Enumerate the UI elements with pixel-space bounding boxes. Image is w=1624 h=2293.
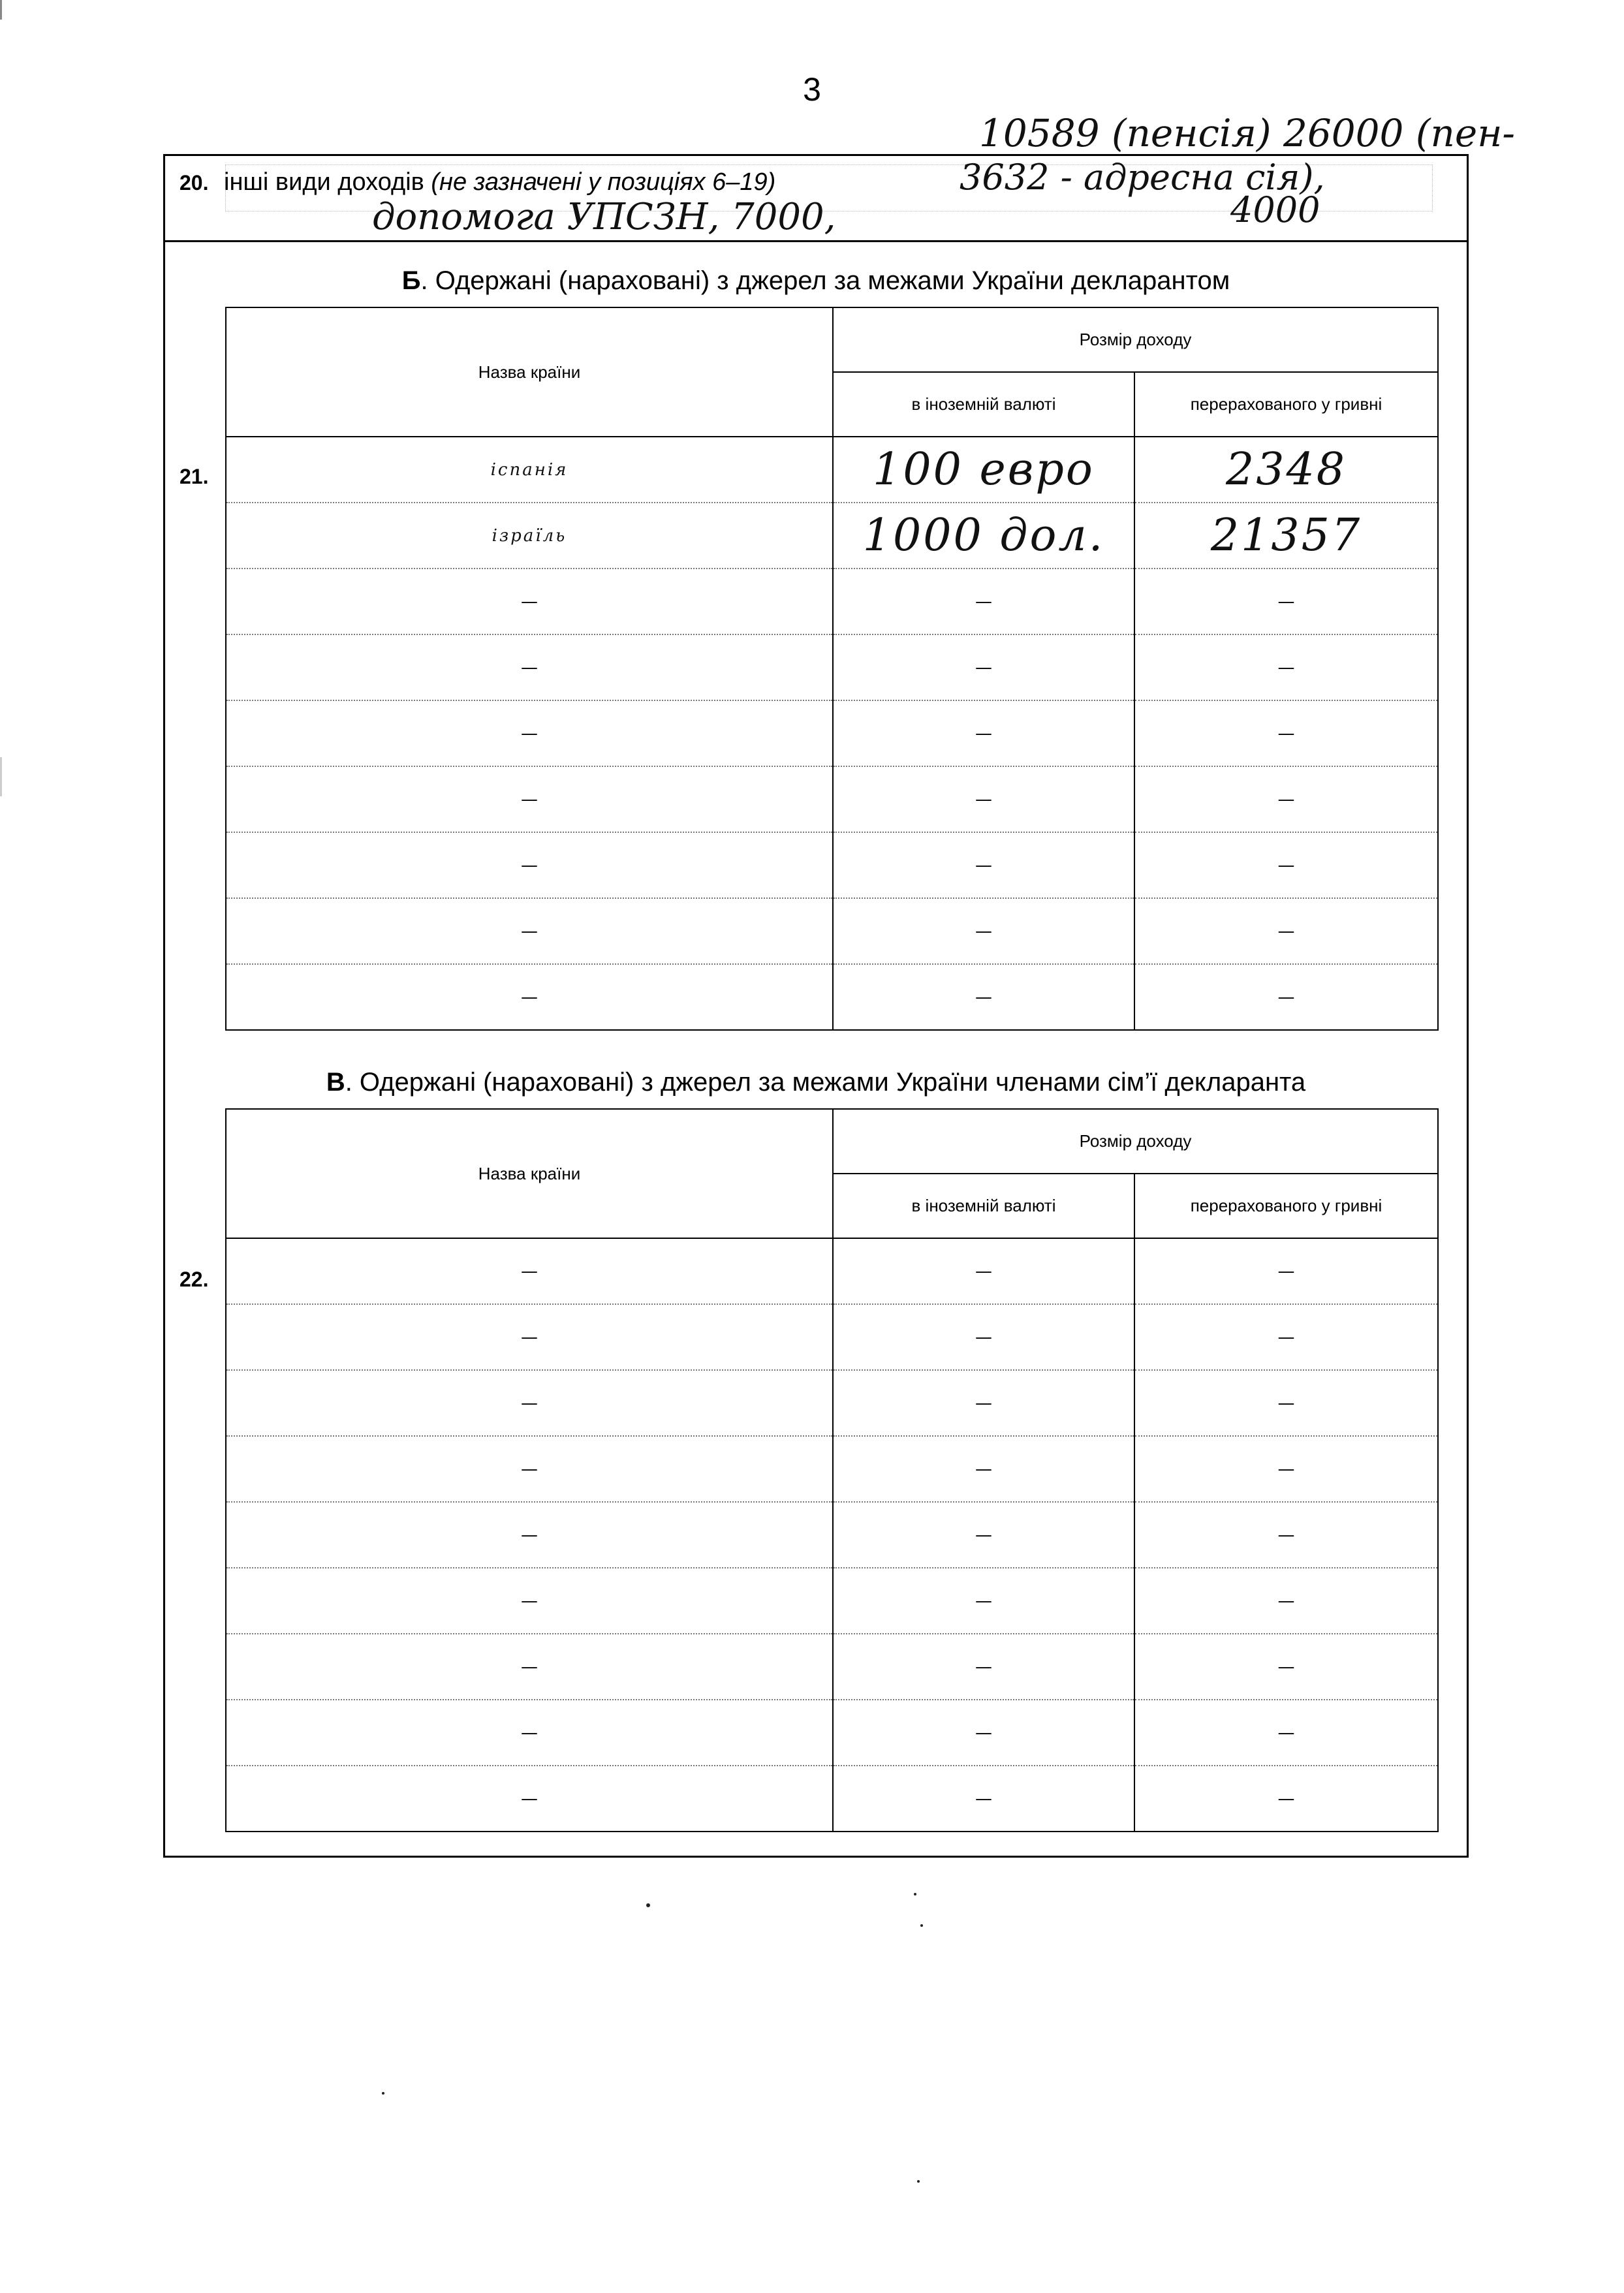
country-cell: — bbox=[226, 1568, 833, 1634]
row20-handwriting-line3: допомога УПСЗН, 7000, bbox=[372, 196, 836, 238]
country-cell: ізраїль bbox=[226, 503, 833, 569]
table-row bbox=[226, 1568, 1438, 1634]
country-cell: — bbox=[226, 898, 833, 964]
foreign-amount-cell: — bbox=[833, 700, 1134, 766]
row20-label-main: інші види доходів bbox=[224, 168, 424, 196]
row20-divider bbox=[163, 240, 1469, 242]
table-row bbox=[226, 1700, 1438, 1766]
binder-mark bbox=[0, 0, 2, 20]
uah-amount-cell: — bbox=[1134, 634, 1438, 700]
uah-amount-cell: — bbox=[1134, 1370, 1438, 1436]
uah-amount-cell: — bbox=[1134, 1238, 1438, 1304]
uah-amount-cell: — bbox=[1134, 1436, 1438, 1502]
uah-amount-cell: — bbox=[1134, 1502, 1438, 1568]
uah-amount-cell: — bbox=[1134, 1568, 1438, 1634]
country-cell: — bbox=[226, 1700, 833, 1766]
section-v-table bbox=[225, 1108, 1439, 1832]
table-row bbox=[226, 964, 1438, 1030]
foreign-amount-cell: — bbox=[833, 1436, 1134, 1502]
foreign-amount-cell: — bbox=[833, 1766, 1134, 1832]
foreign-amount-cell: — bbox=[833, 1238, 1134, 1304]
col-country-header: Назва країни bbox=[226, 307, 833, 437]
col-uah-header: перерахованого у гривні bbox=[1134, 1174, 1438, 1238]
foreign-amount-cell: — bbox=[833, 1370, 1134, 1436]
section-v-title-text: . Одержані (нараховані) з джерел за межами України членами сім’ї декларанта bbox=[345, 1068, 1306, 1097]
foreign-amount-cell: — bbox=[833, 832, 1134, 898]
scan-speck bbox=[646, 1903, 650, 1907]
foreign-amount-cell: 1000 дол. bbox=[833, 503, 1134, 569]
foreign-amount-cell: — bbox=[833, 569, 1134, 634]
table-row bbox=[226, 1766, 1438, 1832]
uah-amount-cell: — bbox=[1134, 964, 1438, 1030]
country-cell: — bbox=[226, 1502, 833, 1568]
uah-amount-cell: — bbox=[1134, 1304, 1438, 1370]
uah-amount-cell: — bbox=[1134, 1634, 1438, 1700]
table-row bbox=[226, 437, 1438, 503]
section-b-table bbox=[225, 307, 1439, 1031]
section-v-title bbox=[163, 1068, 1469, 1097]
table-row bbox=[226, 766, 1438, 832]
col-country-header: Назва країни bbox=[226, 1109, 833, 1238]
binder-mark bbox=[0, 757, 2, 796]
foreign-amount-cell: — bbox=[833, 1634, 1134, 1700]
scan-speck bbox=[914, 1893, 916, 1895]
country-cell: — bbox=[226, 569, 833, 634]
country-cell: — bbox=[226, 1370, 833, 1436]
row-number-21: 21. bbox=[180, 465, 209, 488]
country-cell: — bbox=[226, 1238, 833, 1304]
foreign-amount-cell: — bbox=[833, 1700, 1134, 1766]
row-number-22: 22. bbox=[180, 1268, 209, 1291]
uah-amount-cell: — bbox=[1134, 832, 1438, 898]
table-row bbox=[226, 1304, 1438, 1370]
uah-amount-cell: — bbox=[1134, 766, 1438, 832]
scan-speck bbox=[920, 1924, 923, 1927]
row20-label bbox=[224, 168, 775, 196]
row20-handwriting-line1: 10589 (пенсія) 26000 (пен- bbox=[979, 111, 1516, 155]
foreign-amount-cell: — bbox=[833, 1304, 1134, 1370]
section-b-title bbox=[163, 266, 1469, 296]
country-cell: — bbox=[226, 1304, 833, 1370]
uah-amount-cell: — bbox=[1134, 700, 1438, 766]
country-cell: — bbox=[226, 1766, 833, 1832]
table-row bbox=[226, 569, 1438, 634]
col-foreign-header: в іноземній валюті bbox=[833, 1174, 1134, 1238]
uah-amount-cell: — bbox=[1134, 1766, 1438, 1832]
country-cell: — bbox=[226, 700, 833, 766]
col-income-header: Розмір доходу bbox=[833, 307, 1438, 372]
page-number: 3 bbox=[803, 71, 821, 108]
table-row bbox=[226, 503, 1438, 569]
foreign-amount-cell: — bbox=[833, 964, 1134, 1030]
uah-amount-cell: — bbox=[1134, 569, 1438, 634]
table-row bbox=[226, 1238, 1438, 1304]
foreign-amount-cell: — bbox=[833, 766, 1134, 832]
uah-amount-cell: 21357 bbox=[1134, 503, 1438, 569]
country-cell: — bbox=[226, 1634, 833, 1700]
table-row bbox=[226, 1502, 1438, 1568]
country-cell: — bbox=[226, 634, 833, 700]
uah-amount-cell: 2348 bbox=[1134, 437, 1438, 503]
country-cell: — bbox=[226, 832, 833, 898]
foreign-amount-cell: — bbox=[833, 1568, 1134, 1634]
row-number-20: 20. bbox=[180, 171, 209, 195]
col-foreign-header: в іноземній валюті bbox=[833, 372, 1134, 437]
uah-amount-cell: — bbox=[1134, 1700, 1438, 1766]
foreign-amount-cell: — bbox=[833, 898, 1134, 964]
table-row bbox=[226, 634, 1438, 700]
row20-label-note: (не зазначені у позиціях 6–19) bbox=[431, 168, 776, 196]
country-cell: — bbox=[226, 766, 833, 832]
foreign-amount-cell: — bbox=[833, 1502, 1134, 1568]
table-row bbox=[226, 1436, 1438, 1502]
table-row bbox=[226, 1634, 1438, 1700]
section-b-title-text: . Одержані (нараховані) з джерел за межами України декларантом bbox=[420, 266, 1230, 295]
foreign-amount-cell: 100 евро bbox=[833, 437, 1134, 503]
foreign-amount-cell: — bbox=[833, 634, 1134, 700]
scan-speck bbox=[382, 2092, 384, 2095]
table-row bbox=[226, 1370, 1438, 1436]
row20-handwriting-amount: 4000 bbox=[1230, 189, 1320, 230]
country-cell: — bbox=[226, 1436, 833, 1502]
col-income-header: Розмір доходу bbox=[833, 1109, 1438, 1174]
table-row bbox=[226, 832, 1438, 898]
col-uah-header: перерахованого у гривні bbox=[1134, 372, 1438, 437]
country-cell: — bbox=[226, 964, 833, 1030]
uah-amount-cell: — bbox=[1134, 898, 1438, 964]
table-row bbox=[226, 700, 1438, 766]
table-row bbox=[226, 898, 1438, 964]
section-v-letter: В bbox=[326, 1068, 345, 1097]
row20-handwriting-line2: 3632 - адресна сія), bbox=[960, 157, 1325, 198]
scan-speck bbox=[917, 2180, 920, 2183]
country-cell: іспанія bbox=[226, 437, 833, 503]
section-b-letter: Б bbox=[401, 266, 421, 295]
